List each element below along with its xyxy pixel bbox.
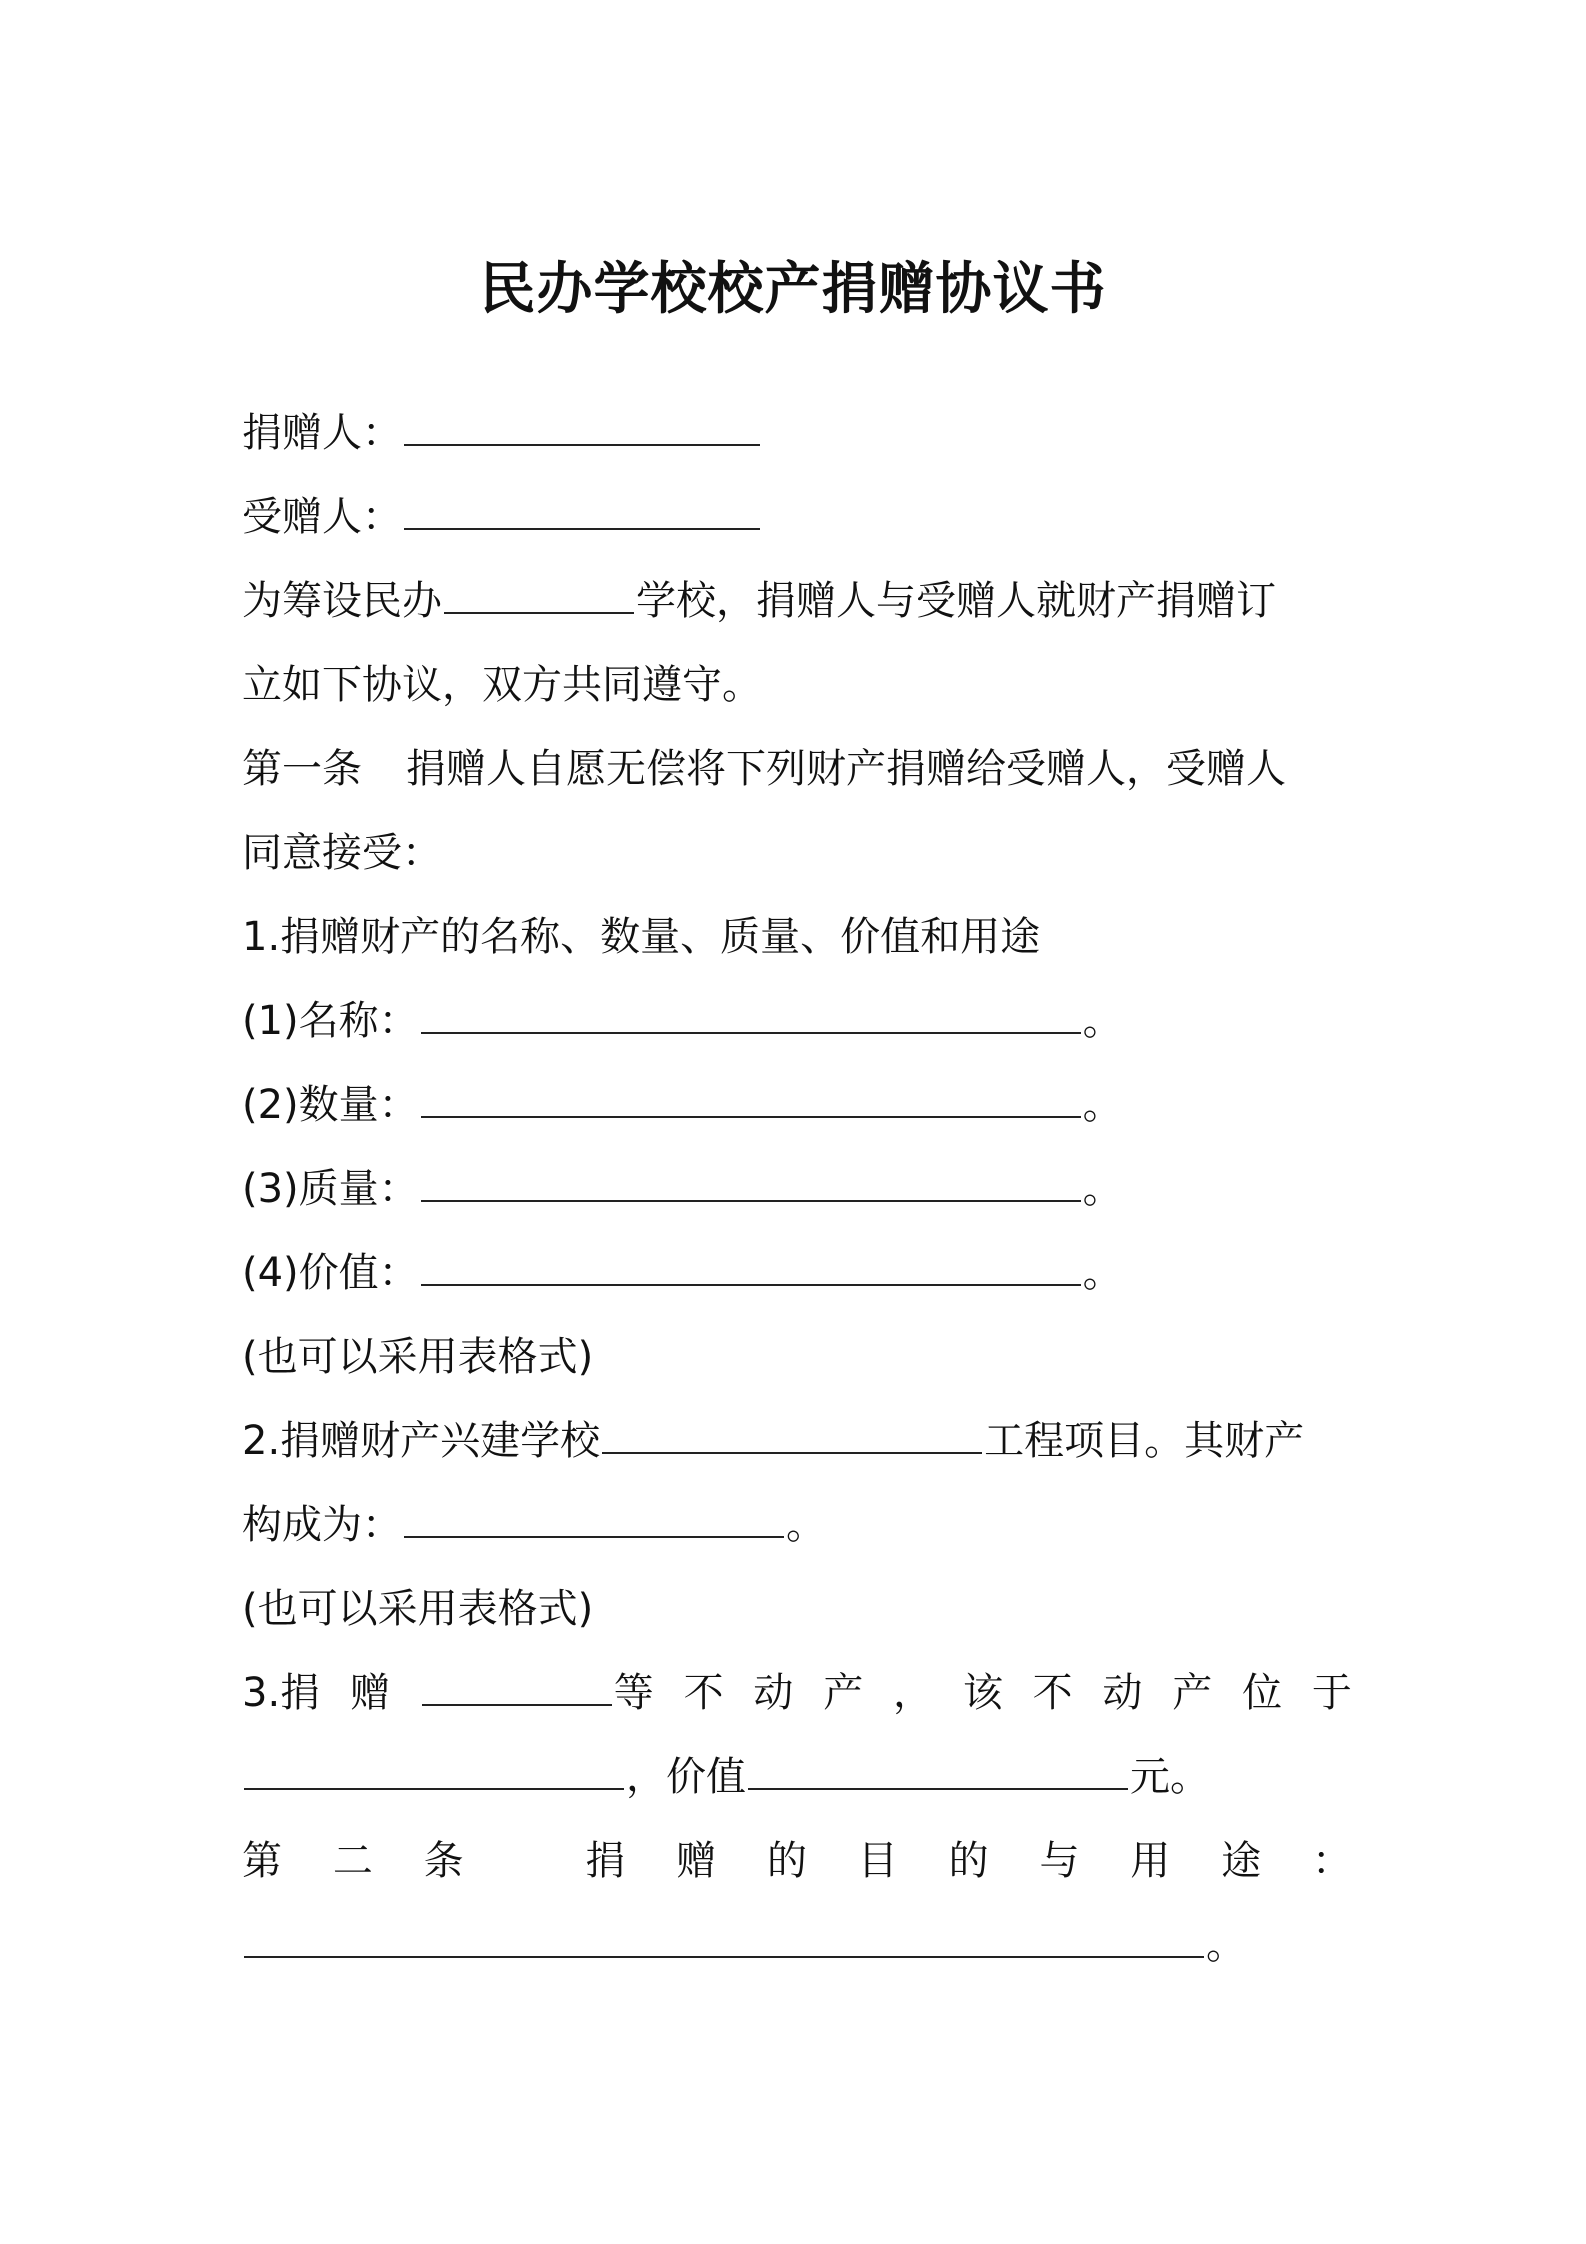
item-3-word: ， <box>893 1670 934 1716</box>
item-3-value-label: ，价值 <box>626 1754 746 1800</box>
item-1-heading: 1.捐赠财产的名称、数量、质量、价值和用途 <box>242 914 1041 960</box>
intro-line-1 <box>242 571 1352 631</box>
item-3-yuan: 元。 <box>1130 1754 1210 1800</box>
table-note-2: (也可以采用表格式) <box>242 1586 594 1632</box>
document-title: 民办学校校产捐赠协议书 <box>479 257 1107 322</box>
sub-item-name-period: 。 <box>1082 998 1123 1044</box>
article-1-line-1 <box>242 739 1352 799</box>
item-2-text-b: 工程项目。其财产 <box>984 1418 1305 1464</box>
table-note-1: (也可以采用表格式) <box>242 1334 594 1380</box>
item-3-word: 3.捐 <box>242 1670 321 1716</box>
article-2-char: ： <box>1311 1838 1352 1884</box>
item-3-word: 不 <box>1032 1670 1073 1716</box>
sub-item-name-line <box>242 991 1352 1051</box>
sub-item-value-blank[interactable] <box>421 1248 1081 1286</box>
table-note-line-1 <box>242 1327 1352 1387</box>
sub-item-quantity-period: 。 <box>1082 1082 1123 1128</box>
donor-line <box>242 403 1352 463</box>
article-2-char: 的 <box>948 1838 989 1884</box>
intro-line-2 <box>242 655 1352 715</box>
sub-item-value-label: (4)价值： <box>242 1250 419 1296</box>
donor-blank[interactable] <box>404 408 760 446</box>
structure-blank[interactable] <box>404 1500 784 1538</box>
sub-item-quantity-blank[interactable] <box>421 1080 1081 1118</box>
sub-item-value-period: 。 <box>1082 1250 1123 1296</box>
article-1-heading: 第一条 <box>242 746 362 792</box>
table-note-line-2 <box>242 1579 1352 1639</box>
intro-text-a: 为筹设民办 <box>242 578 442 624</box>
purpose-blank[interactable] <box>244 1920 1204 1958</box>
project-blank[interactable] <box>602 1416 982 1454</box>
donee-blank[interactable] <box>404 492 760 530</box>
sub-item-quantity-line <box>242 1075 1352 1135</box>
item-2-text-c: 构成为： <box>242 1502 402 1548</box>
article-2-char: 用 <box>1130 1838 1171 1884</box>
sub-item-quality-line <box>242 1159 1352 1219</box>
price-blank[interactable] <box>748 1752 1128 1790</box>
intro-text-c: 立如下协议，双方共同遵守。 <box>242 662 762 708</box>
article-2-char: 途 <box>1221 1838 1262 1884</box>
article-2-char: 条 <box>423 1838 464 1884</box>
sub-item-value-line <box>242 1243 1352 1303</box>
item-3-word: 动 <box>1102 1670 1143 1716</box>
item-3-word: 位 <box>1242 1670 1283 1716</box>
item-3-word: 赠 <box>349 1670 390 1716</box>
item-3-word: 不 <box>683 1670 724 1716</box>
article-2-line-1 <box>242 1831 1352 1891</box>
article-2-char: 第 <box>242 1838 282 1884</box>
sub-item-quality-period: 。 <box>1082 1166 1123 1212</box>
article-2-period: 。 <box>1206 1922 1246 1968</box>
sub-item-quality-label: (3)质量： <box>242 1166 419 1212</box>
location-blank[interactable] <box>244 1752 624 1790</box>
donor-label: 捐赠人： <box>242 410 402 456</box>
article-1-text-a: 捐赠人自愿无偿将下列财产捐赠给受赠人，受赠人 <box>406 746 1286 792</box>
article-2-char: 捐 <box>585 1838 626 1884</box>
item-3-word: 产 <box>823 1670 864 1716</box>
article-2-line-2 <box>242 1915 1352 1975</box>
donee-label: 受赠人： <box>242 494 402 540</box>
article-2-char: 的 <box>766 1838 807 1884</box>
article-1-line-2 <box>242 823 1352 883</box>
item-3-word: 该 <box>962 1670 1003 1716</box>
school-name-blank[interactable] <box>444 576 634 614</box>
sub-item-quality-blank[interactable] <box>421 1164 1081 1202</box>
donee-line <box>242 487 1352 547</box>
item-3-word: 产 <box>1172 1670 1213 1716</box>
article-2-char: 二 <box>332 1838 373 1884</box>
sub-item-name-label: (1)名称： <box>242 998 419 1044</box>
item-3-word: 于 <box>1311 1670 1352 1716</box>
item-2-line-2 <box>242 1495 1352 1555</box>
item-2-line-1 <box>242 1411 1352 1471</box>
item-3-word: 动 <box>753 1670 794 1716</box>
sub-item-name-blank[interactable] <box>421 996 1081 1034</box>
article-2-char: 赠 <box>676 1838 717 1884</box>
article-2-char: 与 <box>1039 1838 1080 1884</box>
realty-blank-wrap <box>420 1663 654 1723</box>
realty-blank[interactable] <box>422 1668 612 1706</box>
item-3-word: 等 <box>613 1670 654 1716</box>
article-1-text-b: 同意接受： <box>242 830 442 876</box>
item-2-text-a: 2.捐赠财产兴建学校 <box>242 1418 601 1464</box>
article-2-gap <box>514 1831 534 1891</box>
item-2-period: 。 <box>786 1502 826 1548</box>
sub-item-quantity-label: (2)数量： <box>242 1082 419 1128</box>
article-2-char: 目 <box>857 1838 898 1884</box>
item-3-line-2 <box>242 1747 1352 1807</box>
item-3-line-1 <box>242 1663 1352 1723</box>
intro-text-b: 学校，捐赠人与受赠人就财产捐赠订 <box>636 578 1276 624</box>
item-1-heading-line <box>242 907 1352 967</box>
